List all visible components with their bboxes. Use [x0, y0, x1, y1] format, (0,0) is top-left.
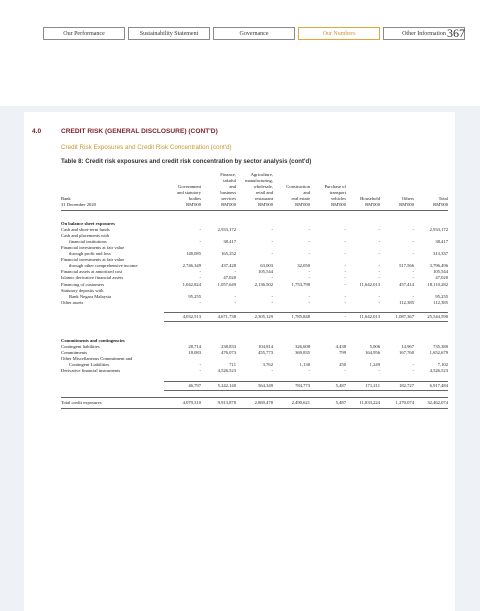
cell-value: 47,020 — [435, 275, 448, 281]
cell-value: 32,050 — [297, 263, 310, 269]
cell-value: 437,428 — [221, 263, 236, 269]
column-header-3 — [236, 172, 273, 210]
cell-value: - — [271, 368, 273, 374]
cell-value: 18,083 — [188, 350, 201, 356]
column-header-line: and statutory — [177, 190, 201, 196]
cell-value: 1,042,824 — [182, 281, 201, 287]
cell-value: - — [378, 269, 380, 275]
cell-value: 11,642,013 — [359, 281, 380, 287]
cell-value: 250 — [339, 362, 346, 368]
cell-value: 167,760 — [399, 350, 414, 356]
row-label: Other Miscellaneous Commitment and — [61, 356, 133, 362]
row-label: Cash and placements with — [61, 232, 110, 238]
cell-value: 1,753,798 — [291, 281, 310, 287]
cell-value: 1,057,649 — [217, 281, 236, 287]
section-title: CREDIT RISK (GENERAL DISCLOSURE) (CONT'D) — [61, 128, 218, 135]
column-header-line: Finance, — [220, 172, 236, 177]
total-value: 25,544,590 — [414, 312, 448, 321]
tab-sustainability-statement[interactable]: Sustainability Statement — [128, 27, 210, 40]
column-header-line: RM'000 — [295, 202, 310, 208]
credit-risk-table — [61, 172, 448, 409]
cell-value: - — [412, 226, 414, 232]
total-value: 1,087,367 — [380, 312, 414, 321]
header-first-line: 31 December 2020 — [61, 202, 96, 208]
cell-value: - — [378, 299, 380, 305]
total-value: 11,642,013 — [346, 312, 380, 321]
cell-value: - — [199, 238, 201, 244]
row-label: Statutory deposits with — [61, 287, 104, 293]
column-header-line: services — [221, 196, 236, 202]
row-label: financial institutions — [69, 238, 107, 244]
column-header-line: transport — [329, 190, 346, 196]
cell-value: - — [234, 299, 236, 305]
column-header-line: real estate — [291, 196, 310, 202]
header-row — [61, 172, 448, 210]
cell-value: 799 — [339, 350, 346, 356]
cell-value: - — [344, 299, 346, 305]
table-title: Table 8: Credit risk exposures and credit risk concentration by sector analysis (cont'd) — [61, 158, 312, 165]
tab-governance[interactable]: Governance — [213, 27, 295, 40]
cell-value: - — [271, 226, 273, 232]
cell-value: 1,130 — [299, 362, 310, 368]
row-label: through other comprehensive income — [69, 263, 138, 269]
cell-value: - — [378, 368, 380, 374]
cell-value: 4,526,523 — [217, 368, 236, 374]
cell-value: - — [412, 251, 414, 257]
cell-value: - — [412, 269, 414, 275]
cell-value: - — [199, 362, 201, 368]
header-first — [61, 172, 164, 210]
total-value: 784,773 — [273, 381, 310, 390]
column-header-line: RM'000 — [331, 202, 346, 208]
cell-value: 313,337 — [433, 251, 448, 257]
cell-value: 95,255 — [435, 293, 448, 299]
column-header-4 — [273, 172, 310, 210]
total-value: 6,917,484 — [414, 381, 448, 390]
cell-value: - — [234, 293, 236, 299]
column-header-line: RM'000 — [399, 202, 414, 208]
header-first-line: Bank — [61, 196, 71, 202]
cell-value: 104,814 — [258, 344, 273, 350]
column-header-line: manufacturing, — [245, 178, 273, 184]
column-header-line: Others — [401, 196, 414, 202]
total-value: 11,833,224 — [346, 397, 380, 408]
total-value: 2,305,129 — [236, 312, 273, 321]
cell-value: - — [308, 275, 310, 281]
cell-value: 105,544 — [433, 269, 448, 275]
cell-value: 4,438 — [335, 344, 346, 350]
row-label: Bank Negara Malaysia — [69, 293, 112, 299]
total-value: 564,349 — [236, 381, 273, 390]
row-label: through profit and loss — [69, 251, 111, 257]
cell-value: 1,249 — [369, 362, 380, 368]
cell-value: 2,746,349 — [182, 263, 201, 269]
total-value: 1,270,074 — [380, 397, 414, 408]
column-header-2 — [201, 172, 236, 210]
cell-value: - — [199, 226, 201, 232]
total-value: 2,490,621 — [273, 397, 310, 408]
total-value: 171,211 — [346, 381, 380, 390]
row-label: Financial assets at amortised cost — [61, 269, 123, 275]
cell-value: 517,566 — [399, 263, 414, 269]
row-label: Contingent Liabilities — [69, 362, 110, 368]
spacer-row — [61, 390, 448, 397]
cell-value: - — [199, 269, 201, 275]
column-header-line: bodies — [189, 196, 201, 202]
column-header-line: and — [229, 184, 236, 190]
total-value: 5,242,140 — [201, 381, 236, 390]
cell-value: 457,414 — [399, 281, 414, 287]
page-number: 367 — [447, 26, 465, 40]
row-label: Financial investments at fair value — [61, 244, 125, 250]
row-label: Other assets — [61, 299, 84, 305]
column-header-line: Household — [360, 196, 380, 202]
column-header-line: RM'000 — [221, 202, 236, 208]
total-value: 4,079,310 — [164, 397, 201, 408]
column-header-line: wholesale, — [253, 184, 273, 190]
cell-value: - — [271, 275, 273, 281]
grand-total-label: Total credit exposures — [61, 397, 164, 408]
column-header-1 — [164, 172, 201, 210]
cell-value: - — [378, 238, 380, 244]
cell-value: - — [378, 251, 380, 257]
cell-value: 164,956 — [365, 350, 380, 356]
total-value: 5,487 — [310, 397, 346, 408]
cell-value: 1,652,679 — [429, 350, 448, 356]
cell-value: 148,085 — [186, 251, 201, 257]
column-header-line: RM'000 — [433, 202, 448, 208]
cell-value: 105,544 — [258, 269, 273, 275]
column-header-line: restaurant — [254, 196, 273, 202]
column-header-line: business — [220, 190, 236, 196]
grand-total — [61, 397, 448, 408]
section-subtitle: Credit Risk Exposures and Credit Risk Concentration (cont'd) — [61, 144, 232, 151]
cell-value: 47,020 — [223, 275, 236, 281]
total-value: 1,785,848 — [273, 312, 310, 321]
total-value: 46,797 — [164, 381, 201, 390]
cell-value: - — [199, 368, 201, 374]
column-header-line: Construction — [286, 184, 310, 190]
cell-value: 2,933,172 — [429, 226, 448, 232]
cell-value: - — [271, 251, 273, 257]
column-header-line: Purchase of — [324, 184, 346, 190]
commitments-title — [61, 334, 448, 344]
column-header-line: retail and — [255, 190, 273, 196]
section-heading — [32, 128, 218, 135]
cell-value: - — [271, 299, 273, 305]
column-header-line: vehicles — [330, 196, 346, 202]
row-label: Financial investments at fair value — [61, 257, 125, 263]
cell-value: 63,003 — [260, 263, 273, 269]
cell-value: - — [344, 238, 346, 244]
cell-value: 4,526,523 — [429, 368, 448, 374]
commitments-total-label — [61, 381, 164, 390]
cell-value: - — [412, 368, 414, 374]
column-header-line: Government — [178, 184, 201, 190]
total-value: - — [310, 312, 346, 321]
cell-value: 735,380 — [433, 344, 448, 350]
cell-value: 711 — [229, 362, 236, 368]
cell-value: 14,967 — [401, 344, 414, 350]
total-value: 182,727 — [380, 381, 414, 390]
total-value: 2,869,478 — [236, 397, 273, 408]
column-header-line: RM'000 — [258, 202, 273, 208]
column-header-5 — [310, 172, 346, 210]
cell-value: 2,933,172 — [217, 226, 236, 232]
cell-value: - — [308, 293, 310, 299]
cell-value: - — [344, 226, 346, 232]
cell-value: 3,796,496 — [429, 263, 448, 269]
row-label: Derivative financial instruments — [61, 368, 121, 374]
row-label: Contingent liabilities — [61, 344, 100, 350]
row-label: Commitments — [61, 350, 88, 356]
cell-value: 455,773 — [258, 350, 273, 356]
column-header-line: and — [303, 190, 310, 196]
tab-other-information[interactable]: Other Information — [383, 27, 465, 40]
cell-value: - — [344, 368, 346, 374]
tab-our-numbers[interactable]: Our Numbers — [298, 27, 380, 40]
total-value: 4,032,513 — [164, 312, 201, 321]
cell-value: 7,102 — [437, 362, 448, 368]
on-balance-total — [61, 312, 448, 321]
total-value: 4,671,738 — [201, 312, 236, 321]
cell-value: 95,255 — [188, 293, 201, 299]
cell-value: - — [271, 293, 273, 299]
cell-value: 476,073 — [221, 350, 236, 356]
column-header-line: takaful — [223, 178, 236, 184]
on-balance-total-label — [61, 312, 164, 321]
cell-value: - — [378, 226, 380, 232]
cell-value: - — [234, 269, 236, 275]
top-nav — [43, 27, 465, 41]
cell-value: - — [344, 293, 346, 299]
total-value: 32,462,074 — [414, 397, 448, 408]
cell-value: 112,385 — [433, 299, 448, 305]
cell-value: - — [199, 299, 201, 305]
cell-value: - — [412, 293, 414, 299]
cell-value: 18,110,282 — [427, 281, 448, 287]
cell-value: - — [344, 269, 346, 275]
cell-value: - — [412, 238, 414, 244]
column-header-line: RM'000 — [186, 202, 201, 208]
cell-value: 5,006 — [369, 344, 380, 350]
cell-value: - — [378, 275, 380, 281]
row-label: Islamic derivative financial assets — [61, 275, 124, 281]
row-label: Cash and short-term funds — [61, 226, 110, 232]
cell-value: 3,762 — [262, 362, 273, 368]
column-header-line: RM'000 — [365, 202, 380, 208]
tab-our-performance[interactable]: Our Performance — [43, 27, 125, 40]
cell-value: - — [308, 226, 310, 232]
on-balance-title — [61, 217, 448, 227]
section-number: 4.0 — [32, 128, 42, 135]
cell-value: - — [344, 263, 346, 269]
total-value: 9,913,878 — [201, 397, 236, 408]
cell-value: 38,417 — [435, 238, 448, 244]
on-balance-title-label: On balance sheet exposures — [61, 220, 115, 226]
column-header-7 — [380, 172, 414, 210]
column-header-line: Agriculture, — [250, 172, 273, 177]
commitments-total — [61, 381, 448, 390]
cell-value: - — [308, 251, 310, 257]
cell-value: - — [199, 275, 201, 281]
cell-value: - — [344, 275, 346, 281]
cell-value: 165,252 — [221, 251, 236, 257]
cell-value: - — [412, 275, 414, 281]
row-label: Financing of customers — [61, 281, 105, 287]
column-header-8 — [414, 172, 448, 210]
cell-value: 369,835 — [295, 350, 310, 356]
cell-value: - — [308, 269, 310, 275]
cell-value: - — [344, 251, 346, 257]
cell-value: 238,833 — [221, 344, 236, 350]
column-header-line: Total — [438, 196, 448, 202]
cell-value: 38,417 — [223, 238, 236, 244]
cell-value: 112,385 — [399, 299, 414, 305]
commitments-title-label: Commitments and contingencies — [61, 337, 125, 343]
cell-value: - — [271, 238, 273, 244]
cell-value: 2,136,502 — [254, 281, 273, 287]
cell-value: - — [308, 299, 310, 305]
cell-value: - — [412, 362, 414, 368]
column-header-6 — [346, 172, 380, 210]
cell-value: - — [378, 293, 380, 299]
cell-value: - — [308, 368, 310, 374]
cell-value: - — [344, 281, 346, 287]
cell-value: 326,608 — [295, 344, 310, 350]
cell-value: - — [308, 238, 310, 244]
total-value: 5,487 — [310, 381, 346, 390]
cell-value: - — [378, 263, 380, 269]
cell-value: 28,714 — [188, 344, 201, 350]
